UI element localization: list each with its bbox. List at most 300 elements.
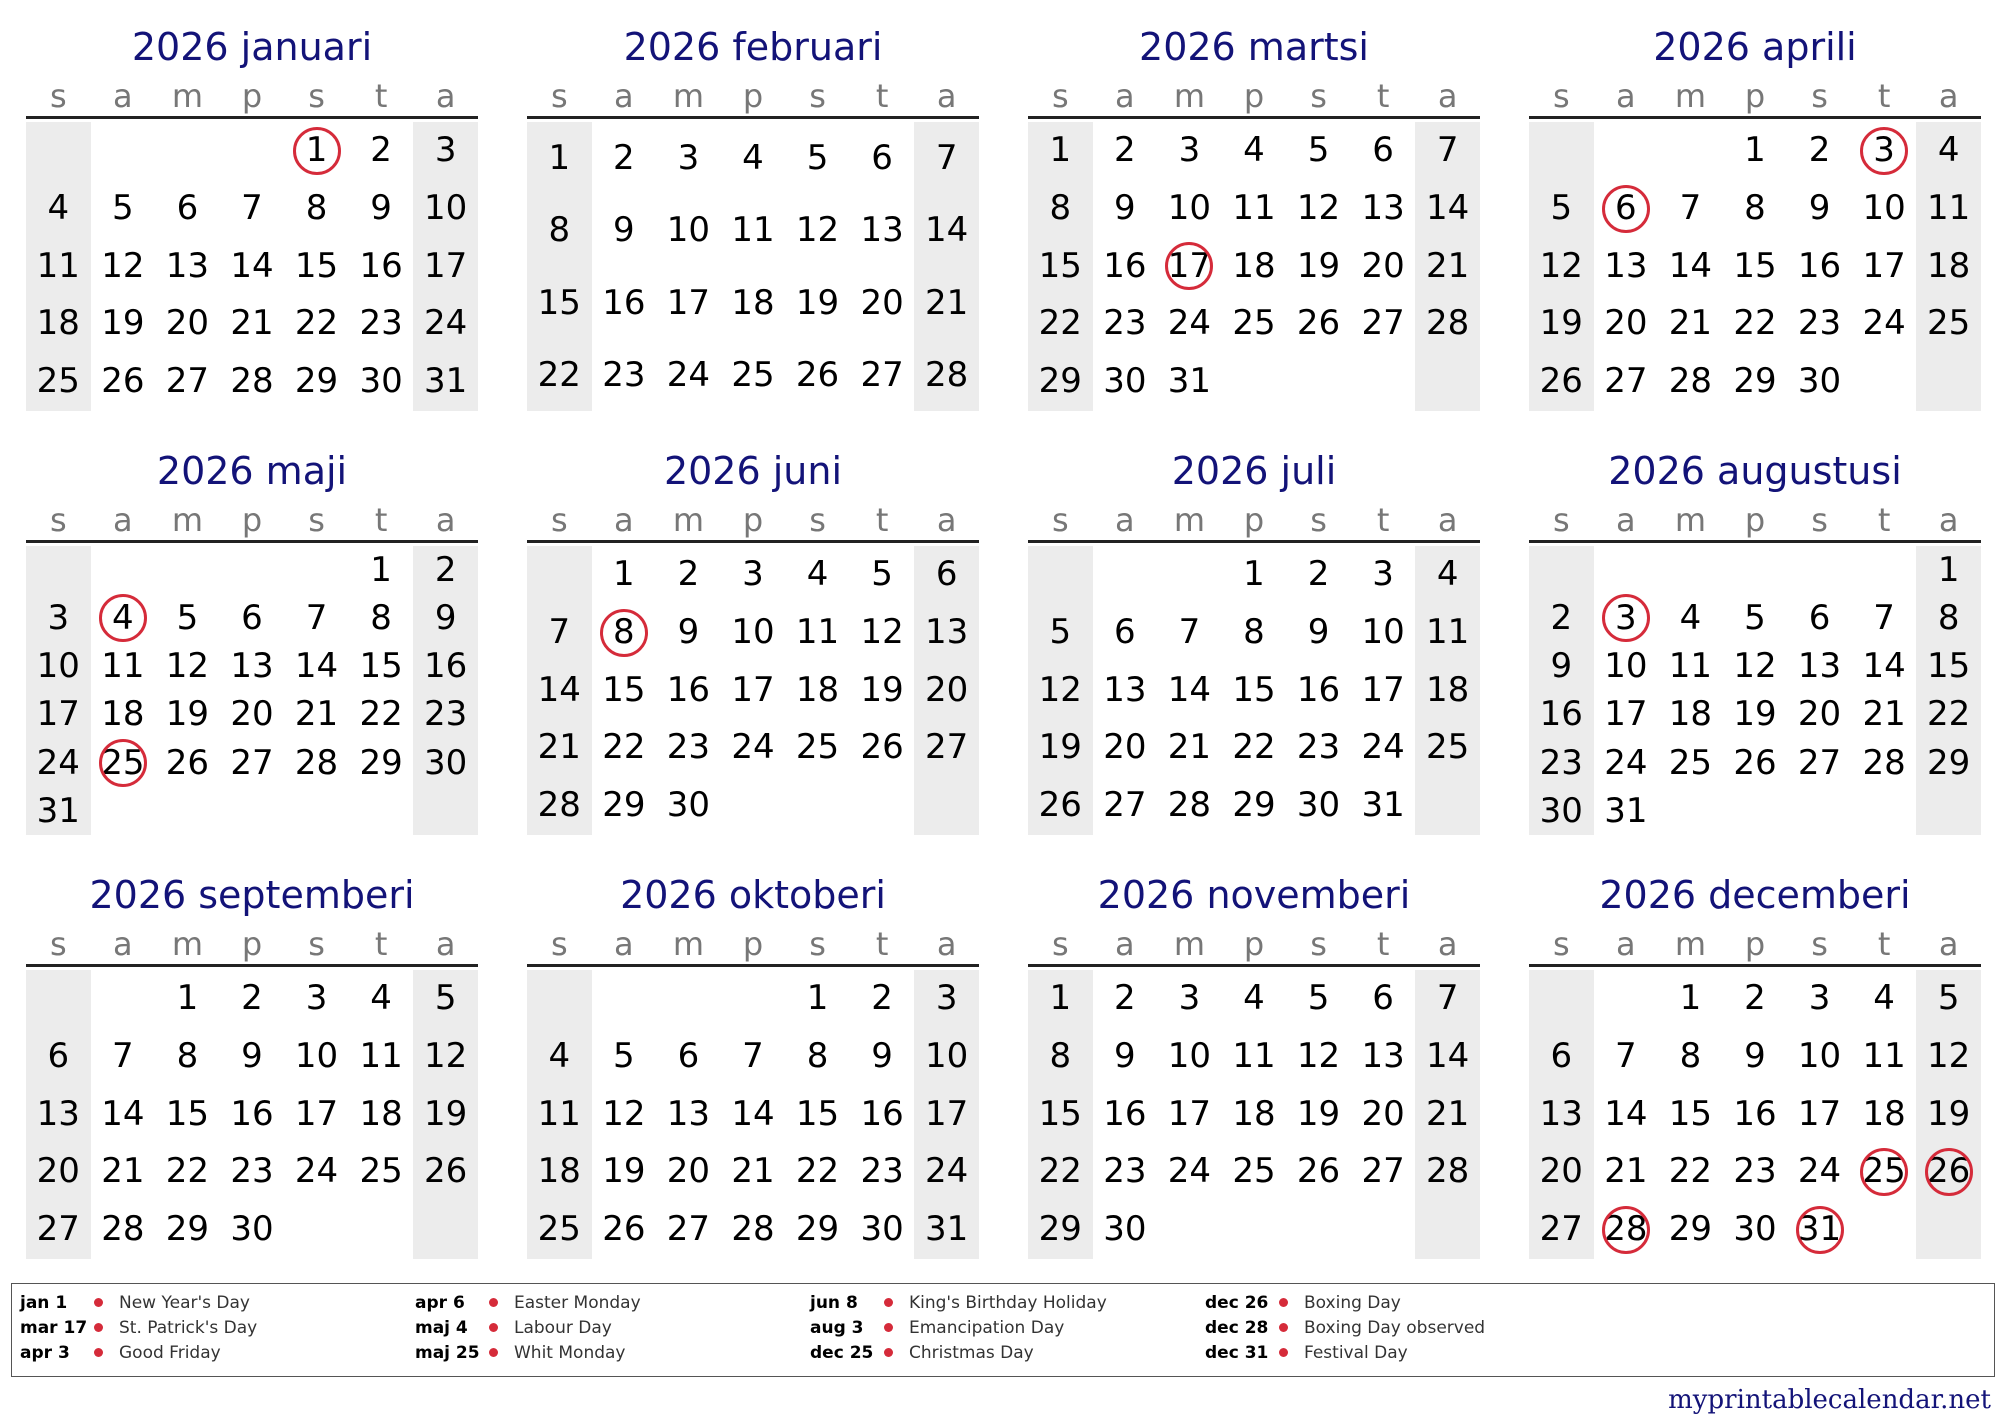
- day-cell[interactable]: 7: [742, 1035, 764, 1076]
- day-cell[interactable]: 11: [527, 1086, 592, 1144]
- day-cell[interactable]: 9: [1808, 187, 1831, 228]
- day-cell[interactable]: 16: [1529, 690, 1594, 738]
- day-cell[interactable]: 8: [527, 194, 592, 266]
- day-cell[interactable]: 10: [731, 611, 775, 652]
- day-cell[interactable]: 17: [1862, 245, 1906, 286]
- day-cell[interactable]: 12: [1916, 1028, 1981, 1086]
- day-cell[interactable]: 26: [1296, 1151, 1341, 1192]
- day-cell[interactable]: 23: [1529, 739, 1594, 787]
- day-cell[interactable]: 9: [370, 187, 392, 228]
- day-cell[interactable]: 2: [1307, 554, 1330, 594]
- day-cell[interactable]: 4: [1916, 122, 1981, 180]
- day-cell[interactable]: 2: [413, 546, 478, 594]
- day-cell[interactable]: 22: [1232, 727, 1276, 768]
- day-cell[interactable]: 28: [527, 777, 592, 835]
- day-cell[interactable]: 21: [914, 267, 979, 339]
- day-cell[interactable]: 23: [860, 1151, 904, 1192]
- day-cell[interactable]: 20: [230, 694, 274, 735]
- day-cell[interactable]: 17: [1604, 694, 1648, 735]
- day-cell[interactable]: 22: [1733, 303, 1777, 344]
- day-cell[interactable]: 10: [1862, 187, 1906, 228]
- day-cell[interactable]: 20: [1529, 1143, 1594, 1201]
- day-cell[interactable]: 13: [914, 604, 979, 662]
- day-cell[interactable]: 29: [1232, 785, 1276, 826]
- day-cell[interactable]: 11: [1232, 1035, 1276, 1076]
- day-cell[interactable]: 2: [871, 978, 893, 1018]
- day-cell[interactable]: 8: [1243, 611, 1265, 652]
- day-cell[interactable]: 12: [602, 1093, 646, 1134]
- day-cell[interactable]: 11: [1415, 604, 1480, 662]
- day-cell[interactable]: 20: [860, 282, 904, 323]
- day-cell[interactable]: 21: [1604, 1151, 1648, 1192]
- day-cell[interactable]: 20: [165, 303, 210, 344]
- day-cell[interactable]: 6: [1372, 130, 1394, 170]
- day-cell[interactable]: 30: [666, 785, 711, 826]
- day-cell[interactable]: 12: [165, 646, 210, 687]
- day-cell[interactable]: 31: [1604, 790, 1648, 831]
- day-cell[interactable]: 6: [1372, 978, 1394, 1018]
- day-cell[interactable]: 16: [666, 669, 711, 710]
- day-cell[interactable]: 19: [1733, 694, 1777, 735]
- day-cell[interactable]: 30: [1296, 785, 1341, 826]
- day-cell[interactable]: 19: [1296, 245, 1341, 286]
- day-cell[interactable]: 14: [914, 194, 979, 266]
- day-cell[interactable]: 26: [1529, 353, 1594, 411]
- day-cell[interactable]: 17: [413, 238, 478, 296]
- day-cell[interactable]: 16: [1733, 1093, 1777, 1134]
- day-cell[interactable]: 4: [1243, 130, 1265, 170]
- day-cell[interactable]: 17: [1797, 1093, 1842, 1134]
- day-cell[interactable]: 16: [602, 282, 646, 323]
- day-cell[interactable]: 10: [914, 1028, 979, 1086]
- day-cell[interactable]: 11: [1232, 187, 1276, 228]
- day-cell[interactable]: 24: [1167, 303, 1212, 344]
- day-cell[interactable]: 26: [413, 1143, 478, 1201]
- day-cell[interactable]: 26: [1733, 742, 1777, 783]
- day-cell[interactable]: 3: [26, 594, 91, 642]
- day-cell[interactable]: 18: [1232, 245, 1276, 286]
- day-cell[interactable]: 20: [1361, 245, 1405, 286]
- day-cell[interactable]: 2: [1114, 978, 1136, 1018]
- day-cell[interactable]: 23: [359, 303, 403, 344]
- day-cell[interactable]: 12: [413, 1028, 478, 1086]
- day-cell[interactable]: 17: [1157, 238, 1222, 296]
- day-cell[interactable]: 27: [230, 742, 274, 783]
- day-cell[interactable]: 15: [165, 1093, 210, 1134]
- day-cell[interactable]: 19: [101, 303, 145, 344]
- day-cell[interactable]: 3: [677, 138, 700, 178]
- day-cell[interactable]: 17: [294, 1093, 339, 1134]
- day-cell[interactable]: 4: [742, 138, 764, 178]
- day-cell[interactable]: 29: [294, 361, 339, 402]
- day-cell[interactable]: 11: [101, 646, 145, 687]
- day-cell[interactable]: 30: [230, 1209, 274, 1250]
- day-cell[interactable]: 10: [26, 642, 91, 690]
- day-cell[interactable]: 18: [731, 282, 775, 323]
- day-cell[interactable]: 21: [731, 1151, 775, 1192]
- day-cell[interactable]: 21: [230, 303, 274, 344]
- day-cell[interactable]: 24: [1167, 1151, 1212, 1192]
- day-cell[interactable]: 29: [359, 742, 403, 783]
- day-cell[interactable]: 21: [1415, 238, 1480, 296]
- day-cell[interactable]: 22: [294, 303, 339, 344]
- day-cell[interactable]: 19: [602, 1151, 646, 1192]
- day-cell[interactable]: 19: [165, 694, 210, 735]
- day-cell[interactable]: 6: [1529, 1028, 1594, 1086]
- day-cell[interactable]: 19: [1028, 719, 1093, 777]
- day-cell[interactable]: 28: [1594, 1201, 1659, 1259]
- day-cell[interactable]: 5: [1744, 598, 1766, 639]
- day-cell[interactable]: 15: [359, 646, 403, 687]
- day-cell[interactable]: 30: [1103, 361, 1147, 402]
- day-cell[interactable]: 16: [1103, 1093, 1147, 1134]
- day-cell[interactable]: 1: [1744, 130, 1766, 170]
- day-cell[interactable]: 20: [914, 662, 979, 720]
- day-cell[interactable]: 5: [1529, 180, 1594, 238]
- day-cell[interactable]: 26: [795, 354, 840, 395]
- day-cell[interactable]: 30: [860, 1209, 904, 1250]
- day-cell[interactable]: 18: [1916, 238, 1981, 296]
- day-cell[interactable]: 29: [1916, 739, 1981, 787]
- day-cell[interactable]: 24: [731, 727, 775, 768]
- day-cell[interactable]: 22: [1668, 1151, 1713, 1192]
- day-cell[interactable]: 30: [359, 361, 403, 402]
- day-cell[interactable]: 3: [742, 554, 764, 594]
- day-cell[interactable]: 13: [230, 646, 274, 687]
- day-cell[interactable]: 8: [806, 1035, 829, 1076]
- day-cell[interactable]: 10: [1167, 1035, 1212, 1076]
- day-cell[interactable]: 1: [1243, 554, 1265, 594]
- day-cell[interactable]: 21: [101, 1151, 145, 1192]
- day-cell[interactable]: 3: [1594, 594, 1659, 642]
- day-cell[interactable]: 28: [101, 1209, 145, 1250]
- day-cell[interactable]: 29: [1028, 1201, 1093, 1259]
- day-cell[interactable]: 3: [1852, 122, 1917, 180]
- day-cell[interactable]: 27: [165, 361, 210, 402]
- day-cell[interactable]: 17: [1167, 1093, 1212, 1134]
- day-cell[interactable]: 7: [1415, 970, 1480, 1028]
- day-cell[interactable]: 27: [26, 1201, 91, 1259]
- day-cell[interactable]: 18: [1232, 1093, 1276, 1134]
- day-cell[interactable]: 23: [1296, 727, 1341, 768]
- day-cell[interactable]: 8: [1679, 1035, 1702, 1076]
- day-cell[interactable]: 8: [370, 598, 392, 639]
- day-cell[interactable]: 27: [1103, 785, 1147, 826]
- day-cell[interactable]: 8: [176, 1035, 199, 1076]
- day-cell[interactable]: 13: [165, 245, 210, 286]
- day-cell[interactable]: 12: [795, 210, 840, 251]
- day-cell[interactable]: 26: [165, 742, 210, 783]
- day-cell[interactable]: 28: [914, 339, 979, 411]
- day-cell[interactable]: 7: [1178, 611, 1201, 652]
- day-cell[interactable]: 25: [1415, 719, 1480, 777]
- day-cell[interactable]: 5: [806, 138, 829, 178]
- day-cell[interactable]: 18: [1668, 694, 1713, 735]
- day-cell[interactable]: 18: [26, 295, 91, 353]
- day-cell[interactable]: 1: [806, 978, 829, 1018]
- day-cell[interactable]: 11: [795, 611, 840, 652]
- day-cell[interactable]: 3: [1178, 130, 1201, 170]
- day-cell[interactable]: 13: [1604, 245, 1648, 286]
- day-cell[interactable]: 24: [1797, 1151, 1842, 1192]
- day-cell[interactable]: 30: [413, 739, 478, 787]
- day-cell[interactable]: 17: [731, 669, 775, 710]
- day-cell[interactable]: 24: [1604, 742, 1648, 783]
- day-cell[interactable]: 1: [613, 554, 635, 594]
- day-cell[interactable]: 7: [1679, 187, 1702, 228]
- day-cell[interactable]: 19: [1296, 1093, 1341, 1134]
- day-cell[interactable]: 18: [527, 1143, 592, 1201]
- day-cell[interactable]: 13: [860, 210, 904, 251]
- day-cell[interactable]: 7: [241, 187, 263, 228]
- day-cell[interactable]: 14: [1604, 1093, 1648, 1134]
- day-cell[interactable]: 16: [1103, 245, 1147, 286]
- day-cell[interactable]: 26: [860, 727, 904, 768]
- day-cell[interactable]: 19: [413, 1086, 478, 1144]
- day-cell[interactable]: 31: [914, 1201, 979, 1259]
- day-cell[interactable]: 31: [1787, 1201, 1852, 1259]
- day-cell[interactable]: 12: [1028, 662, 1093, 720]
- day-cell[interactable]: 2: [370, 130, 392, 170]
- day-cell[interactable]: 21: [527, 719, 592, 777]
- day-cell[interactable]: 27: [1604, 361, 1648, 402]
- day-cell[interactable]: 1: [1679, 978, 1702, 1018]
- day-cell[interactable]: 27: [1529, 1201, 1594, 1259]
- day-cell[interactable]: 10: [666, 210, 711, 251]
- day-cell[interactable]: 13: [666, 1093, 711, 1134]
- day-cell[interactable]: 4: [1415, 546, 1480, 604]
- day-cell[interactable]: 29: [795, 1209, 840, 1250]
- day-cell[interactable]: 2: [1529, 594, 1594, 642]
- day-cell[interactable]: 11: [1862, 1035, 1906, 1076]
- day-cell[interactable]: 25: [26, 353, 91, 411]
- day-cell[interactable]: 10: [1361, 611, 1405, 652]
- day-cell[interactable]: 22: [795, 1151, 840, 1192]
- day-cell[interactable]: 12: [860, 611, 904, 652]
- day-cell[interactable]: 25: [1668, 742, 1713, 783]
- day-cell[interactable]: 13: [1797, 646, 1842, 687]
- day-cell[interactable]: 19: [860, 669, 904, 710]
- day-cell[interactable]: 27: [914, 719, 979, 777]
- day-cell[interactable]: 5: [1307, 978, 1330, 1018]
- day-cell[interactable]: 21: [294, 694, 339, 735]
- day-cell[interactable]: 25: [359, 1151, 403, 1192]
- day-cell[interactable]: 4: [26, 180, 91, 238]
- day-cell[interactable]: 3: [413, 122, 478, 180]
- day-cell[interactable]: 18: [1415, 662, 1480, 720]
- day-cell[interactable]: 12: [1733, 646, 1777, 687]
- day-cell[interactable]: 3: [1372, 554, 1394, 594]
- day-cell[interactable]: 28: [230, 361, 274, 402]
- day-cell[interactable]: 14: [230, 245, 274, 286]
- day-cell[interactable]: 28: [1415, 1143, 1480, 1201]
- day-cell[interactable]: 11: [1916, 180, 1981, 238]
- day-cell[interactable]: 22: [527, 339, 592, 411]
- day-cell[interactable]: 28: [1668, 361, 1713, 402]
- day-cell[interactable]: 15: [602, 669, 646, 710]
- day-cell[interactable]: 13: [1103, 669, 1147, 710]
- day-cell[interactable]: 24: [294, 1151, 339, 1192]
- day-cell[interactable]: 21: [1167, 727, 1212, 768]
- day-cell[interactable]: 23: [1103, 303, 1147, 344]
- day-cell[interactable]: 4: [1243, 978, 1265, 1018]
- day-cell[interactable]: 5: [176, 598, 199, 639]
- day-cell[interactable]: 20: [1103, 727, 1147, 768]
- day-cell[interactable]: 30: [1529, 787, 1594, 835]
- day-cell[interactable]: 23: [1733, 1151, 1777, 1192]
- day-cell[interactable]: 20: [1361, 1093, 1405, 1134]
- day-cell[interactable]: 26: [1028, 777, 1093, 835]
- day-cell[interactable]: 31: [1167, 361, 1212, 402]
- day-cell[interactable]: 4: [1679, 598, 1702, 639]
- day-cell[interactable]: 30: [1733, 1209, 1777, 1250]
- day-cell[interactable]: 2: [1744, 978, 1766, 1018]
- day-cell[interactable]: 27: [666, 1209, 711, 1250]
- day-cell[interactable]: 7: [1415, 122, 1480, 180]
- day-cell[interactable]: 16: [413, 642, 478, 690]
- day-cell[interactable]: 25: [91, 739, 156, 787]
- day-cell[interactable]: 22: [359, 694, 403, 735]
- day-cell[interactable]: 11: [1668, 646, 1713, 687]
- day-cell[interactable]: 9: [871, 1035, 893, 1076]
- day-cell[interactable]: 7: [1873, 598, 1895, 639]
- day-cell[interactable]: 14: [1862, 646, 1906, 687]
- day-cell[interactable]: 22: [165, 1151, 210, 1192]
- day-cell[interactable]: 15: [1668, 1093, 1713, 1134]
- day-cell[interactable]: 23: [602, 354, 646, 395]
- day-cell[interactable]: 16: [860, 1093, 904, 1134]
- day-cell[interactable]: 14: [1415, 180, 1480, 238]
- day-cell[interactable]: 29: [165, 1209, 210, 1250]
- day-cell[interactable]: 29: [1668, 1209, 1713, 1250]
- day-cell[interactable]: 7: [112, 1035, 134, 1076]
- day-cell[interactable]: 8: [1028, 1028, 1093, 1086]
- day-cell[interactable]: 1: [527, 122, 592, 194]
- day-cell[interactable]: 9: [1114, 1035, 1136, 1076]
- day-cell[interactable]: 17: [914, 1086, 979, 1144]
- day-cell[interactable]: 4: [1873, 978, 1895, 1018]
- day-cell[interactable]: 25: [795, 727, 840, 768]
- day-cell[interactable]: 10: [1167, 187, 1212, 228]
- day-cell[interactable]: 26: [101, 361, 145, 402]
- day-cell[interactable]: 15: [294, 245, 339, 286]
- day-cell[interactable]: 5: [613, 1035, 635, 1076]
- day-cell[interactable]: 22: [1916, 690, 1981, 738]
- day-cell[interactable]: 13: [1361, 1035, 1405, 1076]
- day-cell[interactable]: 11: [26, 238, 91, 296]
- day-cell[interactable]: 7: [1615, 1035, 1637, 1076]
- day-cell[interactable]: 31: [413, 353, 478, 411]
- day-cell[interactable]: 25: [1852, 1143, 1917, 1201]
- day-cell[interactable]: 3: [1178, 978, 1201, 1018]
- day-cell[interactable]: 9: [1744, 1035, 1766, 1076]
- day-cell[interactable]: 21: [1862, 694, 1906, 735]
- day-cell[interactable]: 2: [1114, 130, 1136, 170]
- day-cell[interactable]: 1: [1916, 546, 1981, 594]
- day-cell[interactable]: 3: [1808, 978, 1831, 1018]
- day-cell[interactable]: 17: [666, 282, 711, 323]
- day-cell[interactable]: 27: [1361, 1151, 1405, 1192]
- day-cell[interactable]: 22: [602, 727, 646, 768]
- day-cell[interactable]: 14: [1415, 1028, 1480, 1086]
- day-cell[interactable]: 18: [101, 694, 145, 735]
- day-cell[interactable]: 25: [1916, 295, 1981, 353]
- day-cell[interactable]: 10: [1797, 1035, 1842, 1076]
- day-cell[interactable]: 10: [1604, 646, 1648, 687]
- day-cell[interactable]: 16: [1797, 245, 1842, 286]
- day-cell[interactable]: 6: [26, 1028, 91, 1086]
- day-cell[interactable]: 25: [1232, 1151, 1276, 1192]
- day-cell[interactable]: 21: [1415, 1086, 1480, 1144]
- day-cell[interactable]: 27: [1797, 742, 1842, 783]
- day-cell[interactable]: 23: [666, 727, 711, 768]
- day-cell[interactable]: 6: [1594, 180, 1659, 238]
- day-cell[interactable]: 5: [112, 187, 134, 228]
- day-cell[interactable]: 20: [26, 1143, 91, 1201]
- day-cell[interactable]: 23: [1797, 303, 1842, 344]
- day-cell[interactable]: 28: [731, 1209, 775, 1250]
- day-cell[interactable]: 29: [1028, 353, 1093, 411]
- day-cell[interactable]: 8: [592, 604, 657, 662]
- day-cell[interactable]: 22: [1028, 295, 1093, 353]
- day-cell[interactable]: 17: [26, 690, 91, 738]
- day-cell[interactable]: 13: [26, 1086, 91, 1144]
- day-cell[interactable]: 28: [294, 742, 339, 783]
- day-cell[interactable]: 24: [666, 354, 711, 395]
- day-cell[interactable]: 4: [527, 1028, 592, 1086]
- day-cell[interactable]: 15: [1028, 1086, 1093, 1144]
- day-cell[interactable]: 17: [1361, 669, 1405, 710]
- day-cell[interactable]: 20: [1797, 694, 1842, 735]
- day-cell[interactable]: 31: [1361, 785, 1405, 826]
- day-cell[interactable]: 23: [1103, 1151, 1147, 1192]
- day-cell[interactable]: 24: [26, 739, 91, 787]
- day-cell[interactable]: 31: [26, 787, 91, 835]
- day-cell[interactable]: 9: [1114, 187, 1136, 228]
- day-cell[interactable]: 27: [860, 354, 904, 395]
- day-cell[interactable]: 5: [1028, 604, 1093, 662]
- day-cell[interactable]: 5: [413, 970, 478, 1028]
- day-cell[interactable]: 19: [795, 282, 840, 323]
- day-cell[interactable]: 23: [413, 690, 478, 738]
- day-cell[interactable]: 14: [101, 1093, 145, 1134]
- day-cell[interactable]: 15: [527, 267, 592, 339]
- day-cell[interactable]: 30: [1103, 1209, 1147, 1250]
- day-cell[interactable]: 15: [1733, 245, 1777, 286]
- day-cell[interactable]: 12: [1296, 1035, 1341, 1076]
- day-cell[interactable]: 16: [1296, 669, 1341, 710]
- day-cell[interactable]: 1: [1028, 122, 1093, 180]
- day-cell[interactable]: 7: [305, 598, 328, 639]
- day-cell[interactable]: 11: [731, 210, 775, 251]
- day-cell[interactable]: 14: [1167, 669, 1212, 710]
- day-cell[interactable]: 4: [370, 978, 392, 1018]
- day-cell[interactable]: 4: [91, 594, 156, 642]
- day-cell[interactable]: 25: [731, 354, 775, 395]
- day-cell[interactable]: 1: [370, 550, 392, 590]
- day-cell[interactable]: 24: [914, 1143, 979, 1201]
- day-cell[interactable]: 26: [1296, 303, 1341, 344]
- day-cell[interactable]: 28: [1415, 295, 1480, 353]
- day-cell[interactable]: 4: [806, 554, 829, 594]
- day-cell[interactable]: 2: [241, 978, 263, 1018]
- day-cell[interactable]: 6: [176, 187, 199, 228]
- day-cell[interactable]: 12: [101, 245, 145, 286]
- day-cell[interactable]: 3: [305, 978, 328, 1018]
- day-cell[interactable]: 8: [1916, 594, 1981, 642]
- day-cell[interactable]: 8: [1028, 180, 1093, 238]
- day-cell[interactable]: 5: [871, 554, 893, 594]
